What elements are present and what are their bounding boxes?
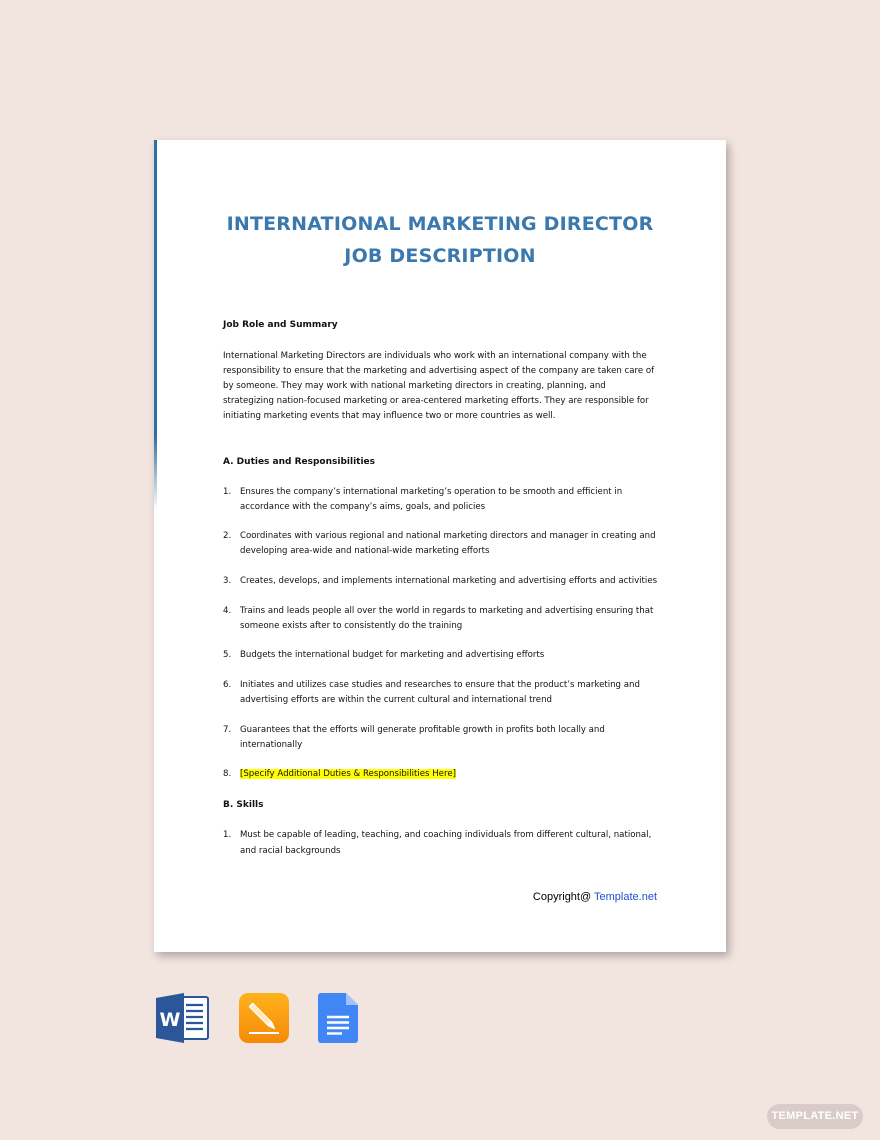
list-item: 8. [Specify Additional Duties & Responsibilities Here] xyxy=(223,769,456,780)
copyright-label: Copyright@ xyxy=(532,891,595,903)
list-item: 5. Budgets the international budget for marketing and advertising efforts xyxy=(223,650,545,661)
word-icon[interactable] xyxy=(156,993,210,1043)
document-page xyxy=(154,140,726,952)
list-item: 2. Coordinates with various regional and national marketing directors and manager in creating and developing area-wide and national-wide marketing efforts xyxy=(223,531,656,557)
list-item: 6. Initiates and utilizes case studies and researches to ensure that the product’s marketing and advertising efforts are within the current cultural and international trend xyxy=(223,679,640,705)
role-heading: Job Role and Summary xyxy=(223,320,338,330)
title-line-1: INTERNATIONAL MARKETING DIRECTOR xyxy=(226,213,654,235)
document-body xyxy=(223,318,659,873)
copyright-notice xyxy=(533,891,657,903)
list-item: 3. Creates, develops, and implements international marketing and advertising efforts and activities xyxy=(223,576,658,587)
list-item: 7. Guarantees that the efforts will generate profitable growth in profits both locally and internationally xyxy=(223,724,605,750)
pages-icon[interactable] xyxy=(238,993,290,1043)
document-title xyxy=(154,208,726,272)
duties-heading: A. Duties and Responsibilities xyxy=(223,456,376,467)
watermark-badge: TEMPLATE.NET xyxy=(767,1104,863,1129)
copyright-link[interactable]: Template.net xyxy=(594,891,657,903)
list-item: 1. Ensures the company’s international marketing’s operation to be smooth and efficient in accordance with the company’s aims, goals, and policies xyxy=(223,486,623,512)
svg-text:W: W xyxy=(159,1009,181,1031)
skills-heading: B. Skills xyxy=(223,800,264,811)
highlighted-placeholder: [Specify Additional Duties & Responsibilities Here] xyxy=(240,769,456,780)
list-item: 1. Must be capable of leading, teaching, and coaching individuals from different cultural, national, and racial backgrounds xyxy=(223,830,652,856)
duties-list xyxy=(223,485,659,783)
page-edge-accent xyxy=(154,140,157,510)
list-item: 4. Trains and leads people all over the world in regards to marketing and advertising ensuring that someone exists after to consistently do the training xyxy=(223,605,654,631)
google-docs-icon[interactable] xyxy=(318,993,358,1043)
summary-paragraph: International Marketing Directors are individuals who work with an international company with the responsibility to ensure that the marketing and advertising aspect of the company are taken care of by someone. They may work with national marketing directors in creating, planning, and strategizing nation-focused marketing or area-centered marketing efforts. They are responsible for initiating marketing events that may influence two or more countries as well. xyxy=(223,351,655,422)
title-line-2: JOB DESCRIPTION xyxy=(344,245,536,267)
skills-list xyxy=(223,828,659,858)
